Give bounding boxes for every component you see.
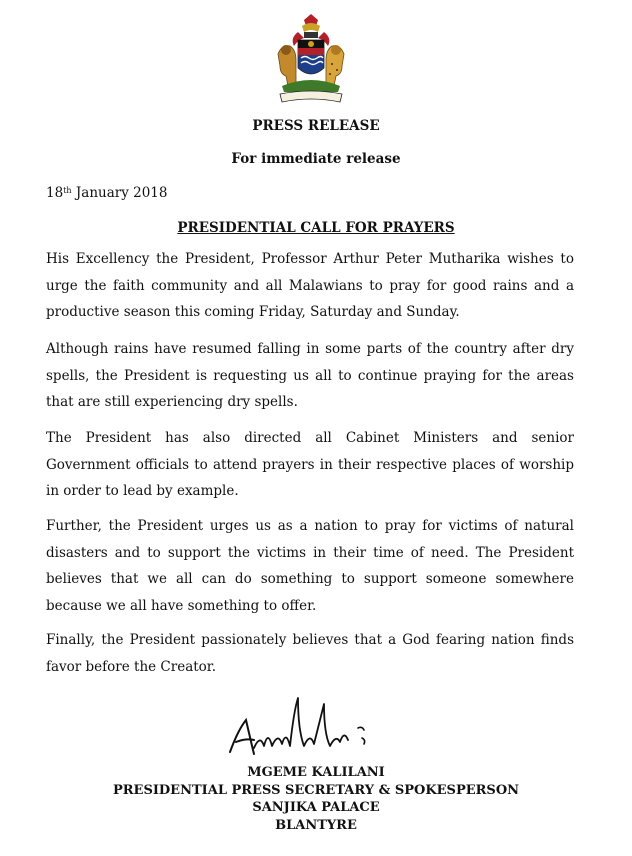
signatory-city: BLANTYRE xyxy=(275,817,357,833)
press-release-label: PRESS RELEASE xyxy=(252,118,380,134)
signatory-block xyxy=(0,764,632,834)
signatory-name: MGEME KALILANI xyxy=(247,765,385,780)
paragraph-1: His Excellency the President, Professor Arthur Peter Mutharika wishes to urge the faith community and all Malawians to pray for good rains and a productive season this coming Friday, Saturday and Sunday. xyxy=(46,251,574,320)
paragraph-2: Although rains have resumed falling in some parts of the country after dry spells, the President is requesting us all to continue praying for the areas that are still experiencing dry spells. xyxy=(46,341,574,410)
signatory-title: PRESIDENTIAL PRESS SECRETARY & SPOKESPERSON xyxy=(112,782,520,798)
paragraph-4: Further, the President urges us as a nation to pray for victims of natural disasters and to support the victims in their time of need. The President believes that we all can do something to support someone somewhere because we all have something to offer. xyxy=(46,518,574,614)
immediate-release-label: For immediate release xyxy=(231,151,401,167)
signatory-place: SANJIKA PALACE xyxy=(252,800,380,815)
paragraph-5: Finally, the President passionately believes that a God fearing nation finds favor before the Creator. xyxy=(46,632,574,675)
coat-of-arms-emblem xyxy=(268,14,354,106)
date-month-year: January 2018 xyxy=(71,185,168,201)
document-heading: PRESIDENTIAL CALL FOR PRAYERS xyxy=(177,220,455,236)
release-date xyxy=(46,185,167,201)
paragraph-3: The President has also directed all Cabinet Ministers and senior Government officials to attend prayers in their respective places of worship in order to lead by example. xyxy=(46,430,574,499)
date-suffix: th xyxy=(63,186,72,195)
date-day: 18 xyxy=(46,185,64,201)
handwritten-signature xyxy=(224,690,384,768)
